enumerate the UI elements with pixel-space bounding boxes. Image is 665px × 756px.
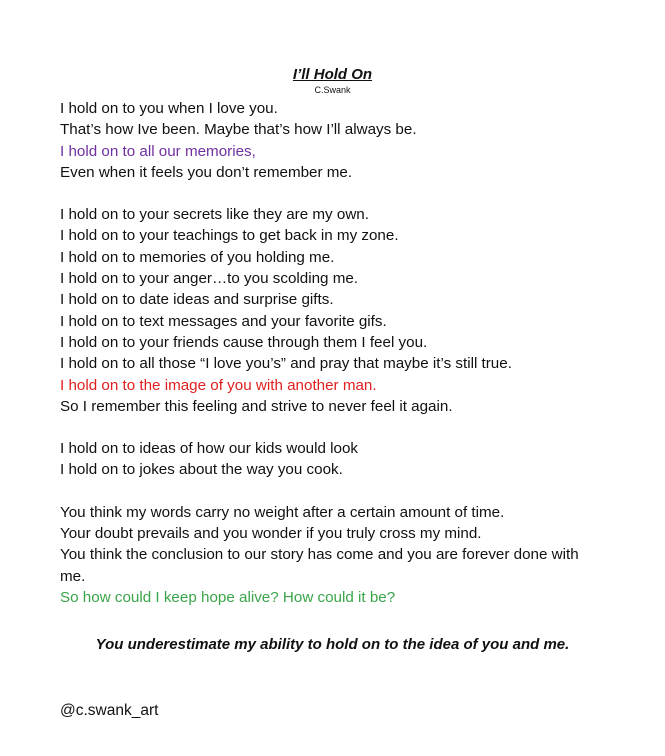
stanza-2 bbox=[60, 204, 600, 417]
poem-body bbox=[60, 98, 600, 608]
poem-line: I hold on to jokes about the way you cook. bbox=[60, 461, 343, 479]
poem-line-highlight-green: So how could I keep hope alive? How could it be? bbox=[60, 588, 396, 606]
stanza-gap bbox=[60, 481, 600, 502]
poem-line: I hold on to your secrets like they are my own. bbox=[60, 206, 369, 224]
poem-line: I hold on to text messages and your favorite gifs. bbox=[60, 312, 387, 330]
poem-line: I hold on to memories of you holding me. bbox=[60, 248, 335, 266]
stanza-3 bbox=[60, 438, 600, 481]
poem-line: So I remember this feeling and strive to never feel it again. bbox=[60, 397, 453, 415]
poem-line: You think my words carry no weight after a certain amount of time. bbox=[60, 503, 505, 521]
poem-line: I hold on to ideas of how our kids would look bbox=[60, 440, 359, 458]
poem-line: I hold on to date ideas and surprise gifts. bbox=[60, 291, 334, 309]
stanza-gap bbox=[60, 183, 600, 204]
poem-line: That’s how Ive been. Maybe that’s how I’ll always be. bbox=[60, 121, 417, 139]
poem-line: I hold on to your teachings to get back in my zone. bbox=[60, 227, 399, 245]
poem-line: I hold on to all those “I love you’s” and pray that maybe it’s still true. bbox=[60, 355, 512, 373]
poem-line: Even when it feels you don’t remember me. bbox=[60, 163, 353, 181]
stanza-4 bbox=[60, 502, 600, 608]
poem-line: I hold on to your friends cause through them I feel you. bbox=[60, 333, 428, 351]
poem-line-highlight-purple: I hold on to all our memories, bbox=[60, 142, 256, 160]
stanza-gap bbox=[60, 417, 600, 438]
poem-line: You think the conclusion to our story has come and you are forever done with me. bbox=[60, 546, 579, 585]
poem-line-highlight-red: I hold on to the image of you with another man. bbox=[60, 376, 377, 394]
poem-title: I’ll Hold On bbox=[292, 66, 373, 83]
stanza-1 bbox=[60, 98, 600, 183]
poem-line: I hold on to you when I love you. bbox=[60, 100, 278, 117]
poem-author: C.Swank bbox=[314, 85, 351, 95]
poem-line: Your doubt prevails and you wonder if you truly cross my mind. bbox=[60, 525, 482, 543]
artist-handle: @c.swank_art bbox=[60, 702, 159, 719]
poem-line: I hold on to your anger…to you scolding me. bbox=[60, 270, 359, 288]
closing-line: You underestimate my ability to hold on to the idea of you and me. bbox=[95, 636, 570, 653]
